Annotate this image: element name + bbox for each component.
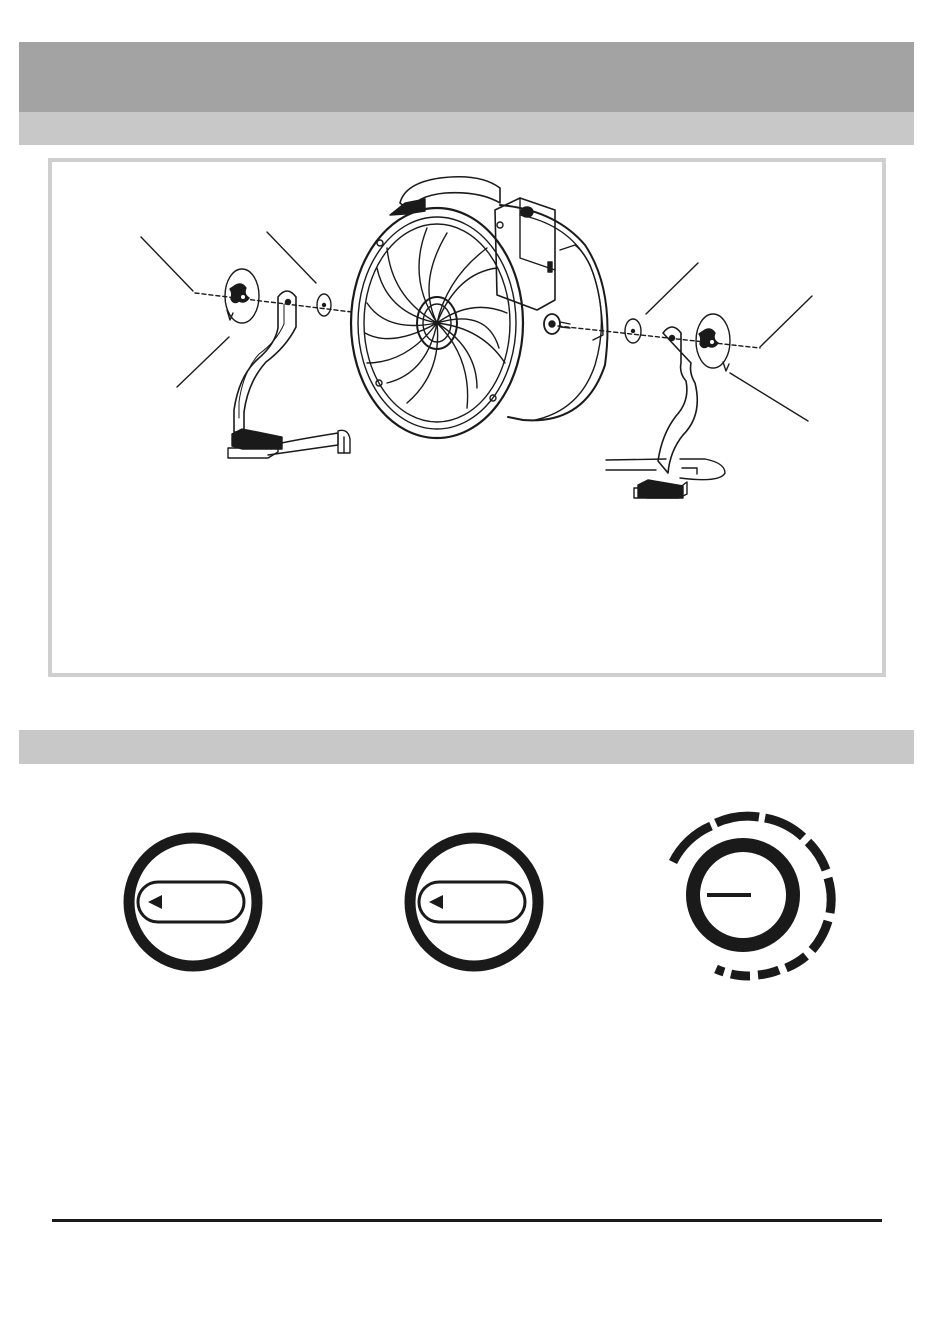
dial-control — [673, 816, 831, 976]
left-triangle-icon — [429, 895, 443, 909]
switch-control-1 — [129, 838, 257, 966]
footer-rule — [52, 1219, 882, 1222]
left-triangle-icon — [148, 895, 162, 909]
switch-control-2 — [410, 838, 538, 966]
